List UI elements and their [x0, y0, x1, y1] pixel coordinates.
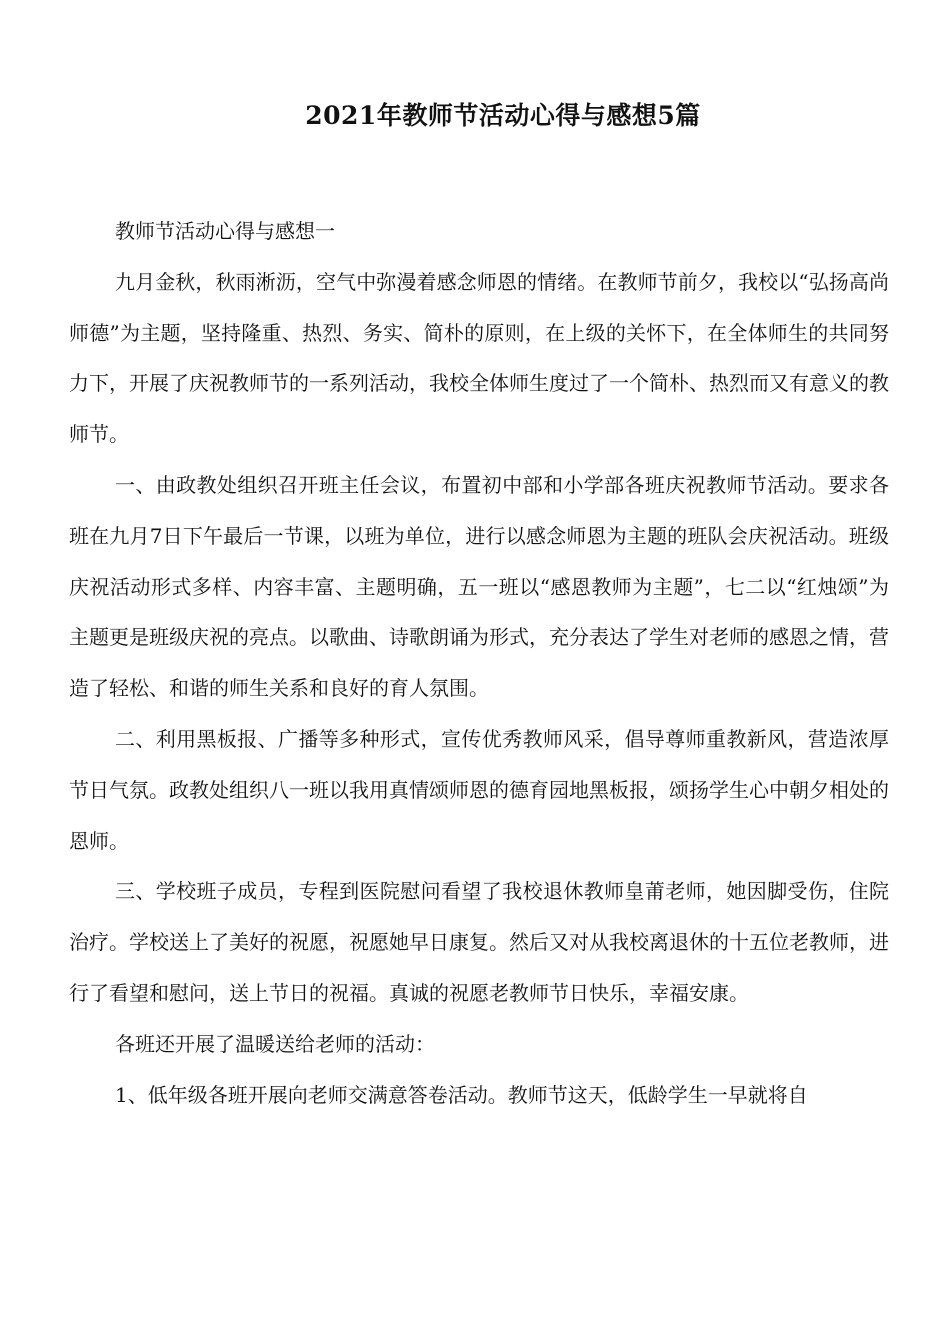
document-body — [69, 206, 889, 1120]
document-title: 2021年教师节活动心得与感想5篇 — [305, 101, 701, 130]
section-heading: 教师节活动心得与感想一 — [115, 219, 335, 243]
body-paragraph: 三、学校班子成员，专程到医院慰问看望了我校退休教师皇莆老师，她因脚受伤，住院治疗。学校送上了美好的祝愿，祝愿她早日康复。然后又对从我校离退休的十五位老教师，进行了看望和慰问，送上节日的祝福。真诚的祝愿老教师节日快乐，幸福安康。 — [69, 879, 889, 1005]
body-paragraph: 九月金秋，秋雨淅沥，空气中弥漫着感念师恩的情绪。在教师节前夕，我校以“弘扬高尚师德”为主题，坚持隆重、热烈、务实、简朴的原则，在上级的关怀下，在全体师生的共同努力下，开展了庆祝教师节的一系列活动，我校全体师生度过了一个简朴、热烈而又有意义的教师节。 — [69, 269, 889, 447]
body-paragraph: 一、由政教处组织召开班主任会议，布置初中部和小学部各班庆祝教师节活动。要求各班在九月7日下午最后一节课，以班为单位，进行以感念师恩为主题的班队会庆祝活动。班级庆祝活动形式多样、内容丰富、主题明确，五一班以“感恩教师为主题”，七二以“红烛颂”为主题更是班级庆祝的亮点。以歌曲、诗歌朗诵为形式，充分表达了学生对老师的感恩之情，营造了轻松、和谐的师生关系和良好的育人氛围。 — [69, 472, 889, 701]
body-paragraph: 1、低年级各班开展向老师交满意答卷活动。教师节这天，低龄学生一早就将自 — [115, 1082, 808, 1107]
body-paragraph: 二、利用黑板报、广播等多种形式，宣传优秀教师风采，倡导尊师重教新风，营造浓厚节日气氛。政教处组织八一班以我用真情颂师恩的德育园地黑板报，颂扬学生心中朝夕相处的恩师。 — [69, 726, 889, 853]
body-paragraph: 各班还开展了温暖送给老师的活动： — [115, 1031, 435, 1056]
